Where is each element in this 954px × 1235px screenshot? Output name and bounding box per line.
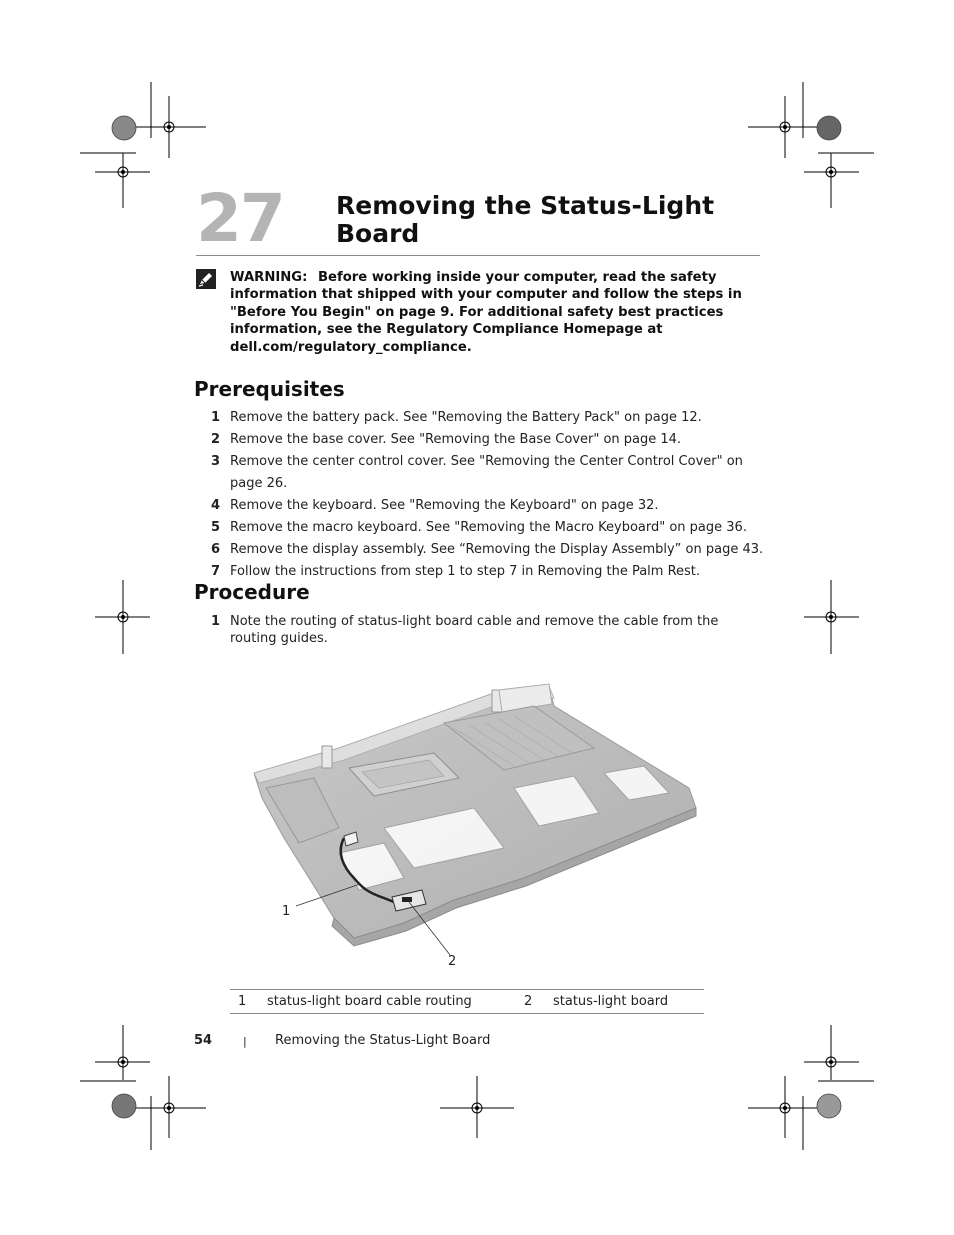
procedure-heading: Procedure — [194, 580, 310, 604]
legend-label: status-light board — [553, 994, 669, 1009]
list-item: 3 Remove the center control cover. See "Removing the Center Control Cover" on page 26. — [210, 454, 743, 491]
page-number: 54 — [194, 1033, 213, 1048]
warning-body: Before working inside your computer, read the safety information that shipped with your computer and follow the steps in "Before You Begin" on page 9. For additional safety best practices information, see the Regulatory Compliance Homepage at dell.com/regulatory_compliance. — [230, 270, 742, 355]
list-item: 1 Remove the battery pack. See "Removing the Battery Pack" on page 12. — [210, 410, 702, 425]
callout-1: 1 — [282, 904, 291, 919]
list-item: 4 Remove the keyboard. See "Removing the Keyboard" on page 32. — [210, 498, 659, 513]
list-item: 2 Remove the base cover. See "Removing the Base Cover" on page 14. — [210, 432, 682, 447]
procedure-list — [210, 613, 760, 647]
prerequisites-heading: Prerequisites — [194, 377, 345, 401]
palm-rest-illustration — [244, 678, 714, 968]
callout-2: 2 — [448, 954, 457, 969]
legend-num: 2 — [524, 994, 533, 1009]
legend-table — [230, 989, 704, 1014]
warning-text — [230, 269, 760, 356]
footer-separator: | — [243, 1035, 247, 1048]
chapter-title: Removing the Status-Light Board — [336, 191, 715, 248]
title-divider — [196, 255, 760, 256]
legend-num: 1 — [238, 994, 247, 1009]
warning-icon — [196, 269, 216, 289]
list-item: 5 Remove the macro keyboard. See "Removing the Macro Keyboard" on page 36. — [210, 520, 747, 535]
list-item: 6 Remove the display assembly. See “Removing the Display Assembly” on page 43. — [210, 542, 764, 557]
footer-chapter-title: Removing the Status-Light Board — [275, 1033, 491, 1048]
list-item: 1 Note the routing of status-light board cable and remove the cable from the routing guides. — [210, 614, 719, 646]
legend-label: status-light board cable routing — [267, 994, 472, 1009]
prerequisites-list — [210, 407, 770, 583]
chapter-number: 27 — [196, 180, 284, 257]
list-item: 7 Follow the instructions from step 1 to step 7 in Removing the Palm Rest. — [210, 564, 701, 579]
warning-label: WARNING: — [230, 270, 308, 285]
